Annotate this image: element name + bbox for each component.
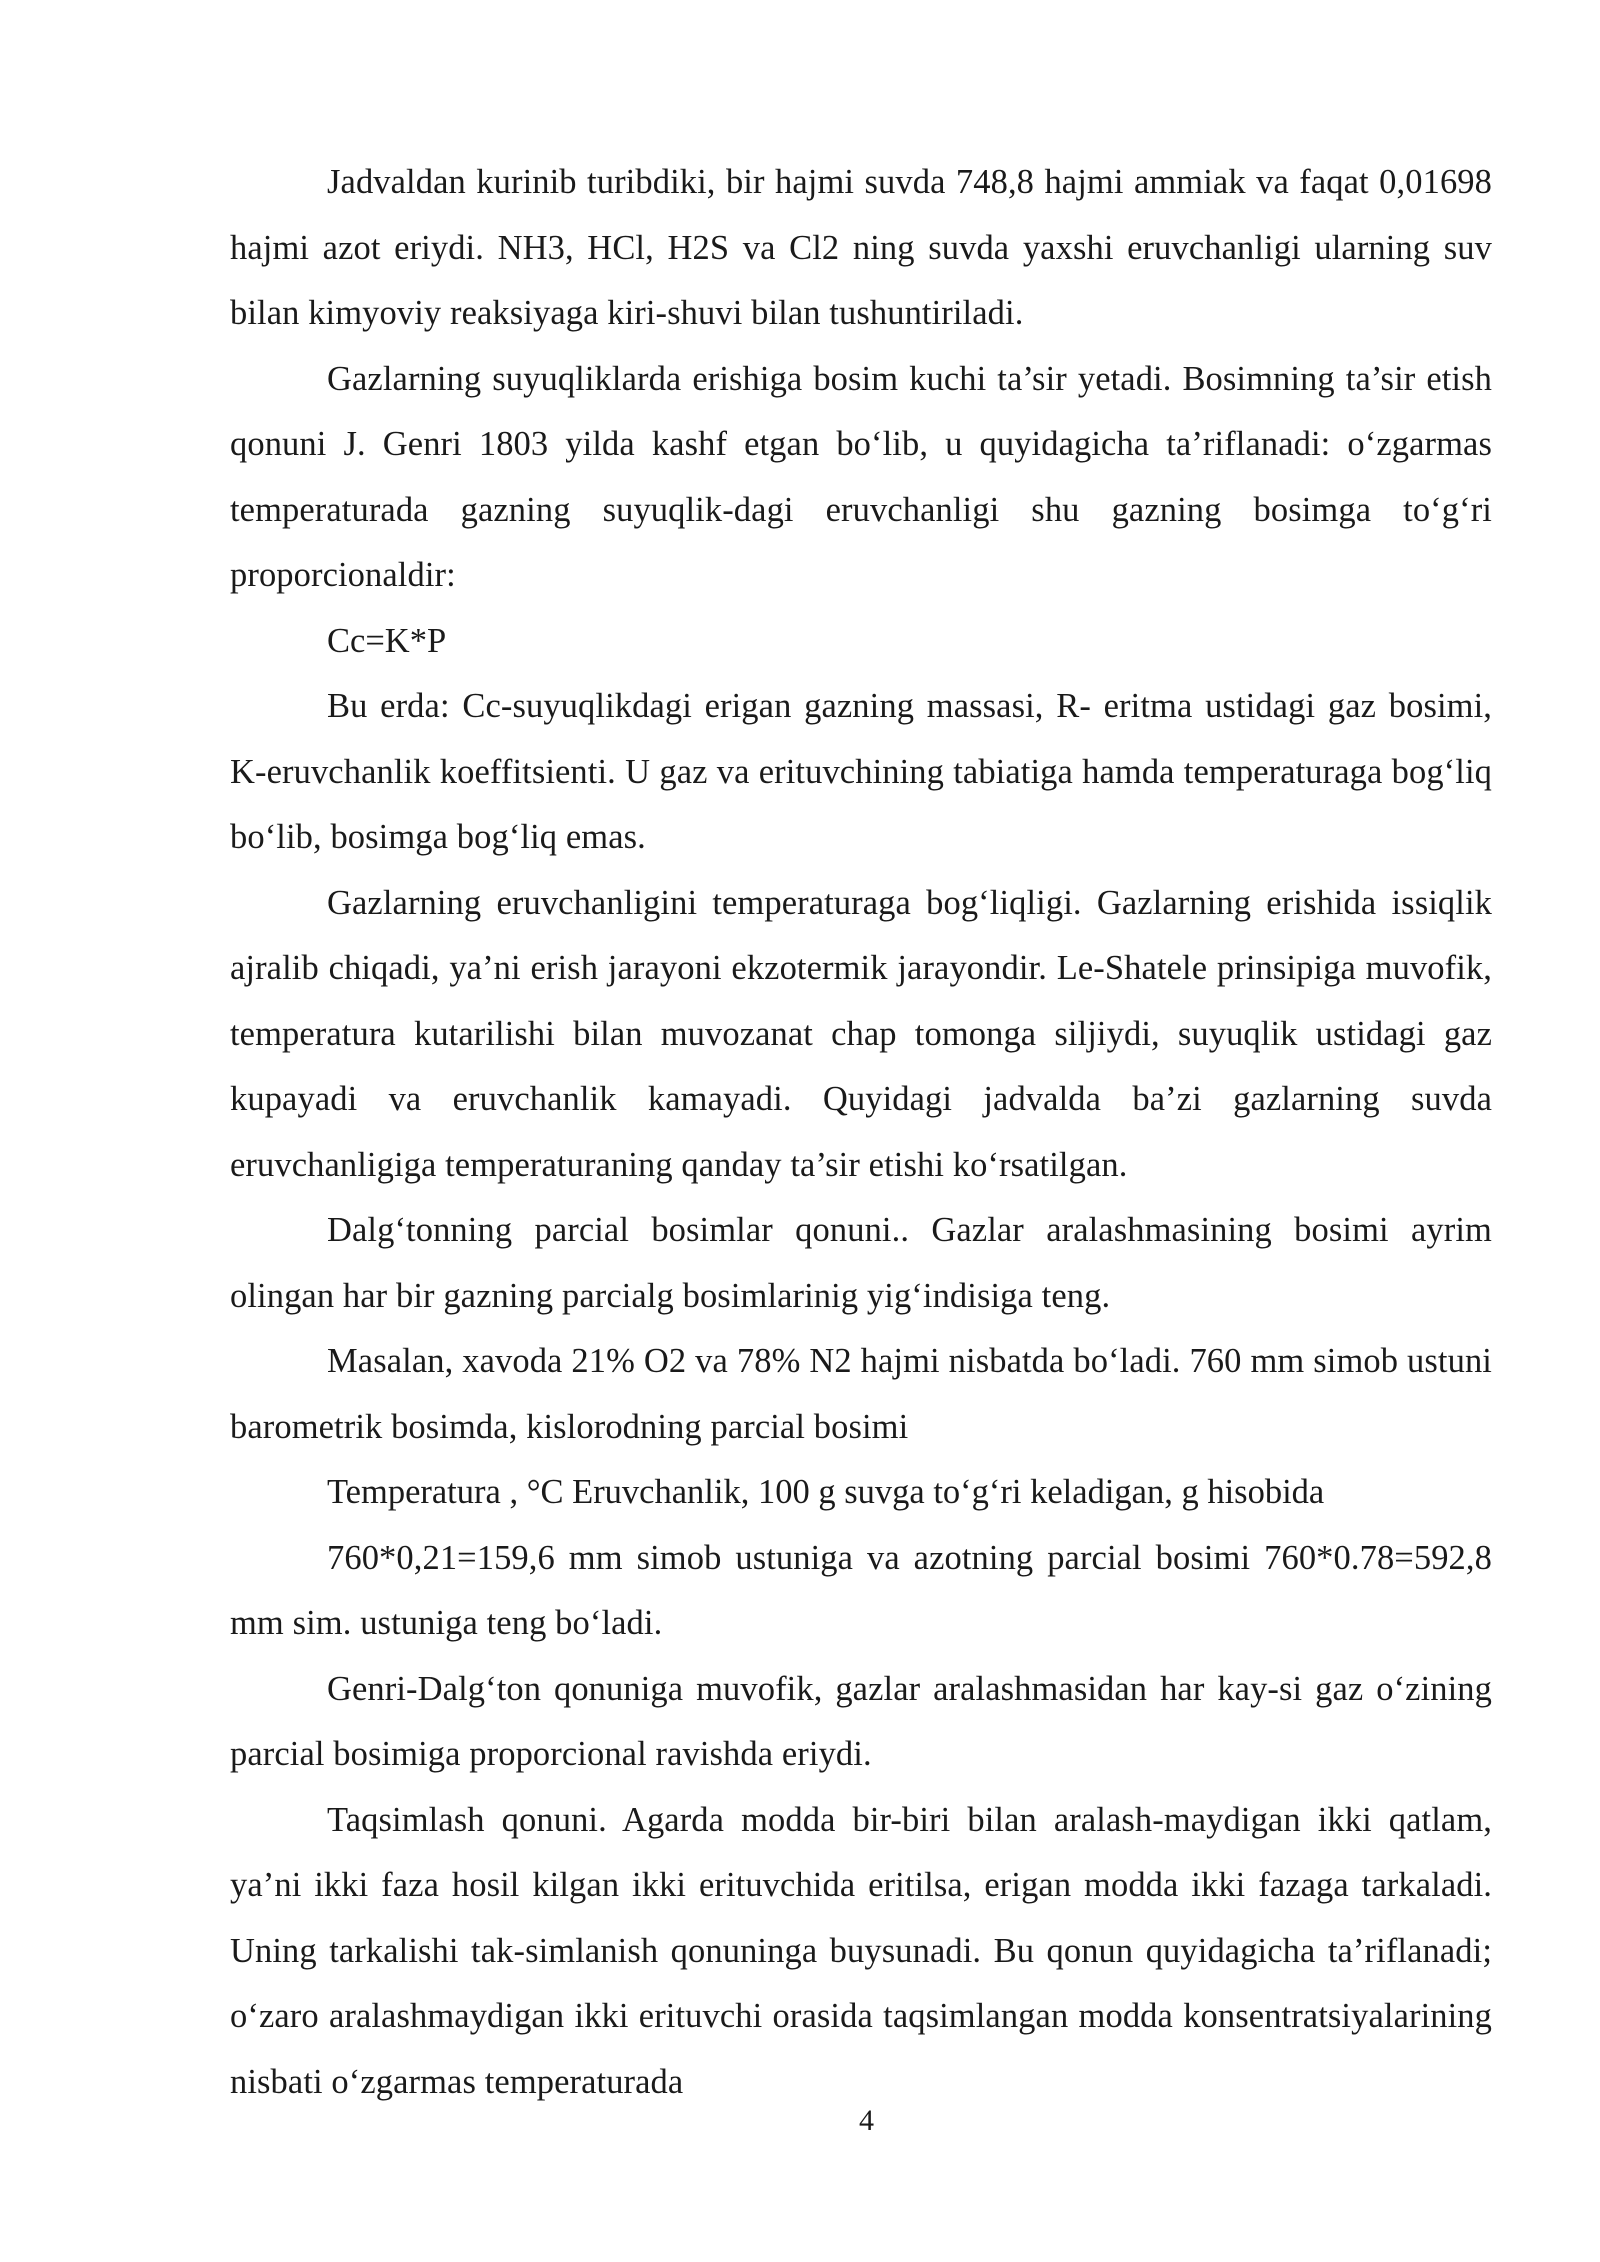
formula-henry: Cc=K*P [327,621,447,660]
paragraph-temperature-dependence: Gazlarning eruvchanligini temperaturaga bog‘liqligi. Gazlarning erishida issiqlik ajralib chiqadi, ya’ni erish jarayoni ekzotermik jarayondir. Le-Shatele prinsipiga muvofik, temperatura kutarilishi bilan muvozanat chap tomonga siljiydi, suyuqlik ustidagi gaz kupayadi va eruvchanlik kamayadi. Quyidagi jadvalda ba’zi gazlarning suvda eruvchanligiga temperaturaning qanday ta’sir etishi ko‘rsatilgan. [230,883,1492,1184]
document-page [230,150,1492,2115]
paragraph-partial-pressure-calc: 760*0,21=159,6 mm simob ustuniga va azotning parcial bosimi 760*0.78=592,8 mm sim. ustuniga teng bo‘ladi. [230,1538,1492,1642]
paragraph-air-example: Masalan, xavoda 21% O2 va 78% N2 hajmi nisbatda bo‘ladi. 760 mm simob ustuni barometrik bosimda, kislorodning parcial bosimi [230,1342,1492,1446]
page-number: 4 [859,2104,874,2137]
paragraph-henry-dalton: Genri-Dalg‘ton qonuniga muvofik, gazlar aralashmasidan har kay-si gaz o‘zining parcial bosimiga proporcional ravishda eriydi. [230,1669,1492,1773]
paragraph-formula-explanation: Bu erda: Cc-suyuqlikdagi erigan gazning massasi, R- eritma ustidagi gaz bosimi, K-eruvchanlik koeffitsienti. U gaz va erituvchining tabiatiga hamda temperaturaga bog‘liq bo‘lib, bosimga bog‘liq emas. [230,687,1492,856]
paragraph-henry-law: Gazlarning suyuqliklarda erishiga bosim kuchi ta’sir yetadi. Bosimning ta’sir etish qonuni J. Genri 1803 yilda kashf etgan bo‘lib, u quyidagicha ta’riflanadi: o‘zgarmas temperaturada gazning suyuqlik-dagi eruvchanligi shu gazning bosimga to‘g‘ri proporcionaldir: [230,359,1492,594]
table-caption-line: Temperatura , °C Eruvchanlik, 100 g suvga to‘g‘ri keladigan, g hisobida [327,1473,1325,1511]
paragraph-distribution-law: Taqsimlash qonuni. Agarda modda bir-biri bilan aralash-maydigan ikki qatlam, ya’ni ikki faza hosil kilgan ikki erituvchida eritilsa, erigan modda ikki fazaga tarkaladi. Uning tarkalishi tak-simlanish qonuninga buysunadi. Bu qonun quyidagicha ta’riflanadi; o‘zaro aralashmaydigan ikki erituvchi orasida taqsimlangan modda konsentratsiyalarining nisbati o‘zgarmas temperaturada [230,1800,1492,2101]
paragraph-solubility-table-note: Jadvaldan kurinib turibdiki, bir hajmi suvda 748,8 hajmi ammiak va faqat 0,01698 hajmi azot eriydi. NH3, HCl, H2S va Cl2 ning suvda yaxshi eruvchanligi ularning suv bilan kimyoviy reaksiyaga kiri-shuvi bilan tushuntiriladi. [230,163,1492,332]
paragraph-dalton-law: Dalg‘tonning parcial bosimlar qonuni.. Gazlar aralashmasining bosimi ayrim olingan har bir gazning parcialg bosimlarinig yig‘indisiga teng. [230,1211,1492,1315]
